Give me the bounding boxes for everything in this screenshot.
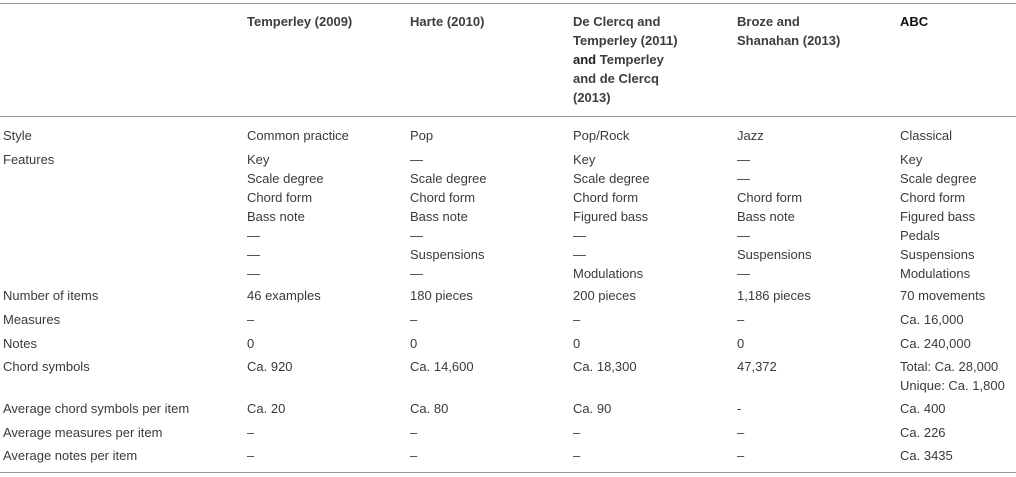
header-line: Temperley (2009) [247,14,353,29]
table-cell [737,126,764,145]
header-line [573,50,678,69]
header-broze-shanahan-2013 [737,12,840,50]
header-harte-2010 [410,12,484,31]
cell-line: Common practice [247,128,349,143]
cell-line: — [247,228,260,243]
cell-line: — [573,247,586,262]
cell-line: - [737,401,742,416]
header-line: (2013) [573,90,611,105]
cell-line: — [247,247,260,262]
cell-line: Ca. 14,600 [410,359,474,374]
cell-line: — [737,171,750,186]
table-cell [410,150,487,283]
header-line-part: and [573,52,600,67]
table-cell [247,334,254,353]
header-line: ABC [900,14,929,29]
cell-line: 70 movements [900,288,986,303]
header-de-clercq-temperley [573,12,678,107]
header-abc [900,12,928,31]
row-label: Average notes per item [3,448,138,463]
cell-line: Ca. 18,300 [573,359,637,374]
row-label: Chord symbols [3,359,90,374]
cell-line: — [410,266,423,281]
table-cell [573,334,580,353]
cell-line: Chord form [247,190,313,205]
table-bottom-rule [0,472,1016,473]
cell-line: 200 pieces [573,288,636,303]
cell-line: Bass note [410,209,468,224]
cell-line: 0 [573,336,581,351]
header-line: and de Clercq [573,71,659,86]
table-cell [900,357,1005,395]
table-cell [247,310,254,329]
cell-line: Scale degree [410,171,487,186]
cell-line: Suspensions [737,247,812,262]
cell-line: 0 [410,336,418,351]
table-cell [573,126,629,145]
table-cell [410,310,417,329]
cell-line: 1,186 pieces [737,288,811,303]
cell-line: Ca. 240,000 [900,336,971,351]
cell-line: Ca. 90 [573,401,612,416]
table-cell [247,423,254,442]
cell-line: – [737,448,745,463]
table-cell [573,286,636,305]
cell-line: Pedals [900,228,940,243]
table-cell [410,334,417,353]
header-line: Temperley (2011) [573,33,678,48]
table-cell [737,446,744,465]
cell-line: Modulations [573,266,644,281]
table-cell [410,126,433,145]
cell-line: Ca. 400 [900,401,946,416]
table-cell [247,399,285,418]
table-cell [737,423,744,442]
cell-line: 0 [737,336,745,351]
row-label: Features [3,152,55,167]
table-cell [573,357,637,376]
cell-line: Ca. 16,000 [900,312,964,327]
table-cell [247,286,321,305]
cell-line: Ca. 80 [410,401,449,416]
cell-line: Key [573,152,596,167]
cell-line: – [247,312,255,327]
cell-line: Ca. 226 [900,425,946,440]
cell-line: Modulations [900,266,971,281]
row-label: Measures [3,312,61,327]
cell-line: Suspensions [410,247,485,262]
cell-line: Suspensions [900,247,975,262]
table-cell [737,310,744,329]
table-cell [410,357,474,376]
cell-line: Figured bass [573,209,649,224]
cell-line: Pop [410,128,434,143]
cell-line: – [573,425,581,440]
table-cell [737,150,811,283]
cell-line: – [410,425,418,440]
cell-line: 46 examples [247,288,321,303]
cell-line: – [410,448,418,463]
table-cell [247,126,349,145]
cell-line: Key [247,152,270,167]
table-cell [410,423,417,442]
table-cell [410,286,473,305]
cell-line: – [573,448,581,463]
row-label: Average measures per item [3,425,163,440]
cell-line: 0 [247,336,255,351]
cell-line: Total: Ca. 28,000 [900,359,999,374]
table-cell [247,150,324,283]
row-label: Number of items [3,288,99,303]
table-cell [573,150,650,283]
cell-line: Scale degree [573,171,650,186]
table-cell [410,446,417,465]
cell-line: – [247,425,255,440]
table-cell [573,310,580,329]
table-cell [900,310,964,329]
cell-line: 180 pieces [410,288,473,303]
cell-line: — [737,152,750,167]
cell-line: Ca. 3435 [900,448,953,463]
table-cell [737,357,777,376]
table-cell [737,399,741,418]
cell-line: Pop/Rock [573,128,630,143]
cell-line: — [410,228,423,243]
cell-line: Chord form [900,190,966,205]
table-cell [247,357,293,376]
table-cell [900,126,952,145]
row-label: Notes [3,336,37,351]
header-line: Harte (2010) [410,14,485,29]
header-line: Broze and [737,14,800,29]
row-label: Style [3,128,32,143]
header-temperley-2009 [247,12,352,31]
cell-line: — [737,266,750,281]
cell-line: – [247,448,255,463]
cell-line: – [573,312,581,327]
table-cell [737,334,744,353]
cell-line: — [573,228,586,243]
table-cell [900,334,971,353]
table-cell [573,446,580,465]
cell-line: Chord form [410,190,476,205]
table-cell [900,399,946,418]
table-cell [573,399,611,418]
cell-line: — [247,266,260,281]
cell-line: Bass note [737,209,795,224]
table-cell [410,399,448,418]
cell-line: Chord form [573,190,639,205]
table-cell [573,423,580,442]
table-cell [900,423,946,442]
header-line: De Clercq and [573,14,661,29]
header-line: Shanahan (2013) [737,33,841,48]
table-cell [900,446,953,465]
header-separator-rule [0,116,1016,117]
table-cell [737,286,811,305]
table-cell [900,286,985,305]
cell-line: Chord form [737,190,803,205]
header-line-part: Temperley [599,52,664,67]
row-label: Average chord symbols per item [3,401,190,416]
cell-line: – [410,312,418,327]
cell-line: Key [900,152,923,167]
cell-line: 47,372 [737,359,777,374]
cell-line: — [737,228,750,243]
cell-line: — [410,152,423,167]
cell-line: Scale degree [247,171,324,186]
table-cell [247,446,254,465]
cell-line: Bass note [247,209,305,224]
cell-line: Unique: Ca. 1,800 [900,378,1005,393]
table-top-rule [0,3,1016,4]
cell-line: Jazz [737,128,764,143]
cell-line: Figured bass [900,209,976,224]
cell-line: Ca. 920 [247,359,293,374]
table-cell [900,150,977,283]
cell-line: Scale degree [900,171,977,186]
cell-line: Ca. 20 [247,401,286,416]
cell-line: – [737,312,745,327]
cell-line: – [737,425,745,440]
cell-line: Classical [900,128,953,143]
